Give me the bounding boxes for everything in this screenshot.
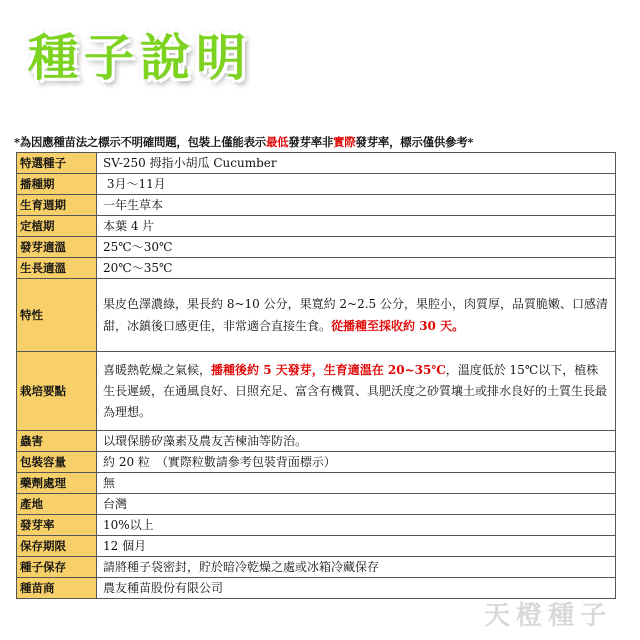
notice-red1: 最低 [265, 135, 289, 149]
row-pests [17, 431, 616, 452]
notice-part1: *為因應種苗法之標示不明確問題，包裝上僅能表示 [14, 135, 266, 149]
row-cultivation-tips [17, 352, 616, 431]
notice-part2: 發芽率非 [288, 135, 334, 149]
cultivation-highlight: 播種後約 5 天發芽，生育適溫在 20~35℃ [211, 362, 446, 377]
row-planting-stage [17, 216, 616, 237]
key-cultivation-tips: 栽培要點 [17, 352, 97, 431]
row-shelf-life [17, 536, 616, 557]
characteristics-highlight: 從播種至採收約 30 天。 [331, 319, 465, 333]
row-seed [17, 153, 616, 174]
key-seed-company: 種苗商 [17, 578, 97, 599]
key-package-quantity: 包裝容量 [17, 452, 97, 473]
key-growth-cycle: 生育週期 [17, 195, 97, 216]
row-germination-temp [17, 237, 616, 258]
key-sowing-period: 播種期 [17, 174, 97, 195]
value-seed-company: 農友種苗股份有限公司 [97, 578, 616, 599]
watermark-text: 天橙種子 [483, 601, 612, 631]
key-shelf-life: 保存期限 [17, 536, 97, 557]
value-cultivation-tips [97, 352, 616, 431]
value-seed: SV-250 拇指小胡瓜 Cucumber [97, 153, 616, 174]
key-planting-stage: 定植期 [17, 216, 97, 237]
key-origin: 產地 [17, 494, 97, 515]
value-chemical-treatment: 無 [97, 473, 616, 494]
value-growth-temp: 20℃～35℃ [97, 258, 616, 279]
cultivation-text-2: ，溫度低於 15℃以下，植株生長遲緩，在通風良好、日照充足、富含有機質、具肥沃度之砂質壤土或排水良好的土質生長最為理想。 [103, 362, 608, 419]
value-origin: 台灣 [97, 494, 616, 515]
key-germination-rate: 發芽率 [17, 515, 97, 536]
value-germination-rate: 10%以上 [97, 515, 616, 536]
notice-part3: 發芽率，標示僅供參考* [355, 135, 474, 149]
value-seed-storage: 請將種子袋密封，貯於暗冷乾燥之處或冰箱冷藏保存 [97, 557, 616, 578]
notice-text [14, 134, 626, 150]
value-germination-temp: 25℃～30℃ [97, 237, 616, 258]
row-package-quantity [17, 452, 616, 473]
seed-spec-table [16, 152, 616, 599]
key-chemical-treatment: 藥劑處理 [17, 473, 97, 494]
page-title: 種子說明 [28, 29, 252, 87]
key-seed: 特選種子 [17, 153, 97, 174]
key-germination-temp: 發芽適溫 [17, 237, 97, 258]
characteristics-text: 果皮色澤濃綠，果長約 8~10 公分，果寬約 2~2.5 公分，果腔小，肉質厚，品質脆嫩、口感清甜，冰鎮後口感更佳，非常適合直接生食。 [103, 297, 608, 333]
value-pests: 以環保勝矽藻素及農友苦楝油等防治。 [97, 431, 616, 452]
key-characteristics: 特性 [17, 279, 97, 352]
row-seed-storage [17, 557, 616, 578]
notice-red2: 實際 [333, 135, 356, 149]
row-growth-cycle [17, 195, 616, 216]
row-characteristics [17, 279, 616, 352]
cultivation-text-1: 喜暖熱乾燥之氣候， [103, 362, 212, 377]
key-seed-storage: 種子保存 [17, 557, 97, 578]
key-pests: 蟲害 [17, 431, 97, 452]
row-germination-rate [17, 515, 616, 536]
value-growth-cycle: 一年生草本 [97, 195, 616, 216]
value-characteristics [97, 279, 616, 352]
row-growth-temp [17, 258, 616, 279]
value-package-quantity: 約 20 粒 （實際粒數請參考包裝背面標示） [97, 452, 616, 473]
row-sowing-period [17, 174, 616, 195]
key-growth-temp: 生長適溫 [17, 258, 97, 279]
value-shelf-life: 12 個月 [97, 536, 616, 557]
value-sowing-period: 3月～11月 [97, 174, 616, 195]
value-planting-stage: 本葉 4 片 [97, 216, 616, 237]
row-origin [17, 494, 616, 515]
row-chemical-treatment [17, 473, 616, 494]
